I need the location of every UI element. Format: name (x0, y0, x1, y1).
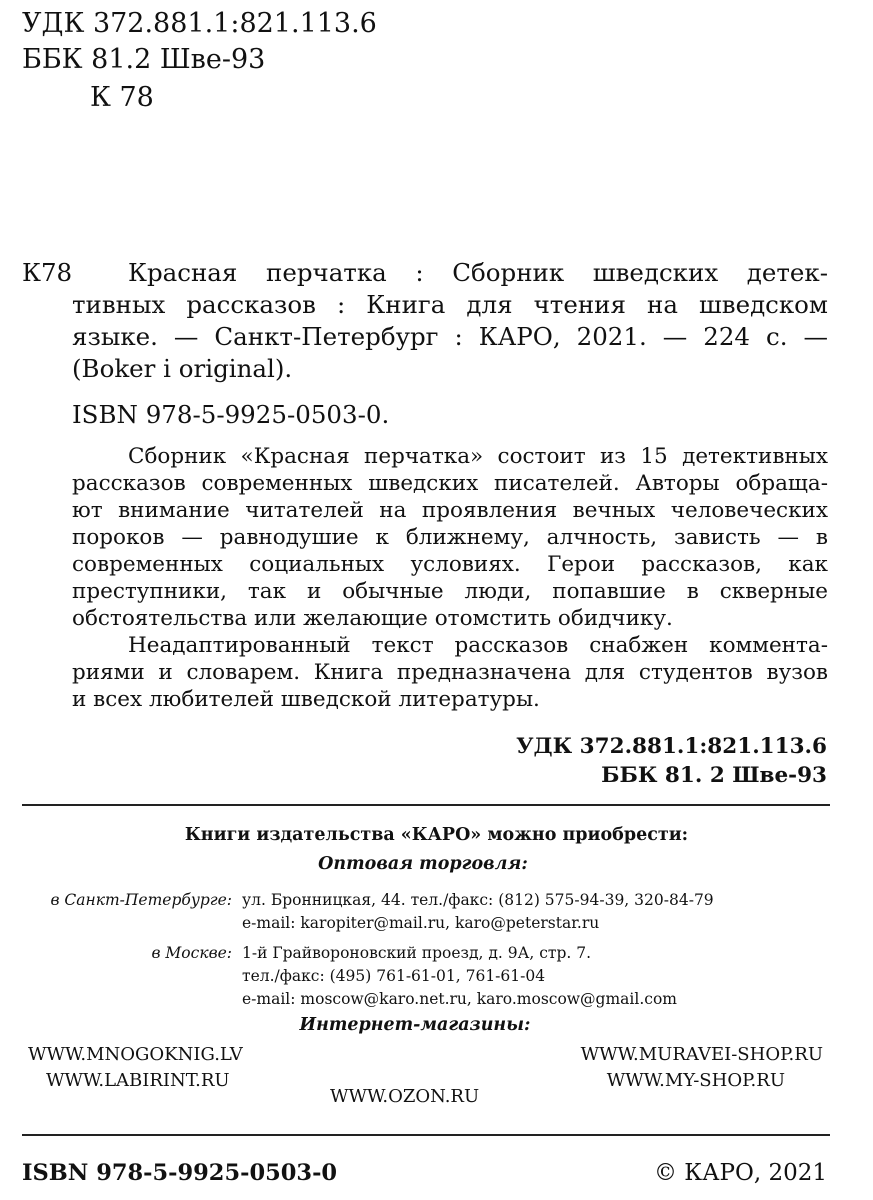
publisher-heading: Книги издательства «КАРО» можно приобрести: (184, 825, 689, 845)
shop-ozon-link[interactable]: WWW.OZON.RU (330, 1086, 480, 1107)
author-mark: К 78 (90, 82, 154, 113)
divider-top (22, 804, 830, 806)
moscow-phone: тел./факс: (495) 761-61-01, 761-61-04 (242, 967, 546, 985)
bbk-code: ББК 81.2 Шве-93 (22, 44, 266, 75)
udk-code: УДК 372.881.1:821.113.6 (22, 8, 377, 39)
bbk-bold: ББК 81. 2 Шве-93 (601, 763, 827, 788)
entry-line-4: (Boker i original). (72, 354, 293, 383)
spb-address: ул. Бронницкая, 44. тел./факс: (812) 575-94-39, 320-84-79 (242, 891, 714, 909)
shop-muravei-link[interactable]: WWW.MURAVEI-SHOP.RU (580, 1044, 823, 1065)
spb-label: в Санкт-Петербурге: (50, 891, 232, 909)
wholesale-heading: Оптовая торговля: (318, 854, 528, 874)
moscow-address: 1-й Грайвороновский проезд, д. 9А, стр. 7. (242, 944, 592, 962)
online-heading: Интернет-магазины: (299, 1015, 531, 1035)
annotation-line-9: риями и словарем. Книга предназначена для студентов вузов (72, 660, 828, 685)
annotation-line-8: Неадаптированный текст рассказов снабжен коммента- (128, 633, 828, 658)
annotation-line-4: пороков — равнодушие к ближнему, алчность, зависть — в (72, 525, 828, 550)
shop-labirint-link[interactable]: WWW.LABIRINT.RU (46, 1070, 230, 1091)
entry-isbn: ISBN 978-5-9925-0503-0. (72, 400, 390, 429)
entry-line-3: языке. — Санкт-Петербург : КАРО, 2021. — 224 с. — (72, 322, 828, 351)
shop-myshop-link[interactable]: WWW.MY-SHOP.RU (606, 1070, 785, 1091)
annotation-line-2: рассказов современных шведских писателей. Авторы обраща- (72, 471, 828, 496)
moscow-email: e-mail: moscow@karo.net.ru, karo.moscow@gmail.com (242, 990, 677, 1008)
annotation-line-10: и всех любителей шведской литературы. (72, 687, 540, 712)
footer-isbn: ISBN 978-5-9925-0503-0 (22, 1160, 338, 1186)
entry-line-2: тивных рассказов : Книга для чтения на шведском (72, 290, 828, 319)
udk-bold: УДК 372.881.1:821.113.6 (516, 734, 827, 759)
divider-bottom (22, 1134, 830, 1136)
shop-mnogoknig-link[interactable]: WWW.MNOGOKNIG.LV (28, 1044, 243, 1065)
annotation-line-6: преступники, так и обычные люди, попавшие в скверные (72, 579, 828, 604)
annotation-line-7: обстоятельства или желающие отомстить обидчику. (72, 606, 673, 631)
footer-copyright: © КАРО, 2021 (653, 1160, 827, 1186)
annotation-line-3: ют внимание читателей на проявления вечных человеческих (72, 498, 828, 523)
annotation-line-1: Сборник «Красная перчатка» состоит из 15 детективных (128, 444, 828, 469)
spb-email: e-mail: karopiter@mail.ru, karo@peterstar.ru (242, 914, 600, 932)
annotation-line-5: современных социальных условиях. Герои рассказов, как (72, 552, 828, 577)
moscow-label: в Москве: (151, 944, 232, 962)
entry-line-1: Красная перчатка : Сборник шведских детек- (128, 258, 828, 287)
entry-code: К78 (22, 258, 73, 287)
